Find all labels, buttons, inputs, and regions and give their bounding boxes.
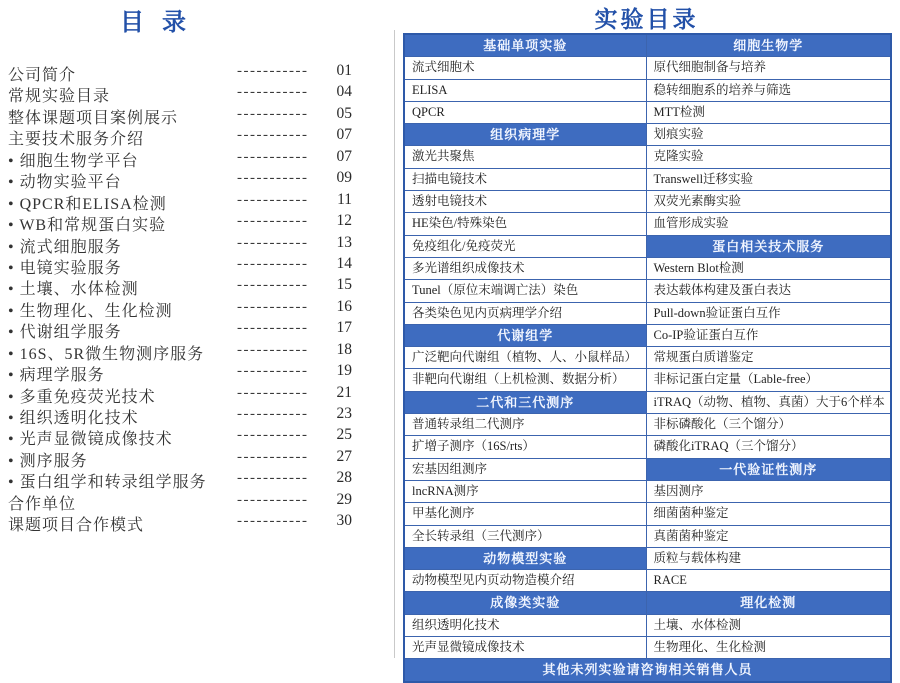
category-header-cell: 蛋白相关技术服务	[646, 235, 891, 257]
toc-item-label: • WB和常规蛋白实验	[8, 217, 167, 235]
toc-item	[0, 83, 395, 104]
experiment-cell: 免疫组化/免疫荧光	[404, 235, 646, 257]
toc-page-number: 18	[336, 340, 352, 358]
experiment-cell: 扫描电镜技术	[404, 168, 646, 190]
toc-item	[0, 255, 395, 276]
toc-page-number: 07	[336, 126, 352, 144]
experiment-cell: 原代细胞制备与培养	[646, 57, 891, 79]
toc-page-number: 21	[336, 383, 352, 401]
table-row	[404, 235, 891, 257]
table-row	[404, 191, 891, 213]
toc-item-label: • 多重免疫荧光技术	[8, 388, 156, 406]
experiment-cell: Transwell迁移实验	[646, 168, 891, 190]
table-row	[404, 257, 891, 279]
toc-page-number: 30	[336, 512, 352, 530]
toc-dash-leader: -----------	[237, 105, 309, 122]
toc-item-label: 合作单位	[8, 495, 77, 513]
table-row	[404, 347, 891, 369]
experiment-cell: 流式细胞术	[404, 57, 646, 79]
experiment-directory-title: 实验目录	[594, 7, 699, 32]
experiment-cell: 组织透明化技术	[404, 614, 646, 636]
table-row	[404, 302, 891, 324]
experiment-cell: QPCR	[404, 101, 646, 123]
toc-page-number: 25	[336, 426, 352, 444]
toc-dash-leader: -----------	[237, 491, 309, 508]
experiment-cell: 各类染色见内页病理学介绍	[404, 302, 646, 324]
toc-item-label: • 生物理化、生化检测	[8, 302, 173, 320]
category-header-cell: 二代和三代测序	[404, 391, 646, 413]
experiment-cell: RACE	[646, 570, 891, 592]
experiment-cell: 生物理化、生化检测	[646, 637, 891, 659]
experiment-cell: 宏基因组测序	[404, 458, 646, 480]
toc-item-label: • 电镜实验服务	[8, 259, 122, 277]
toc-item	[0, 212, 395, 233]
toc-title: 目 录	[120, 10, 192, 36]
toc-item	[0, 62, 395, 83]
table-row	[404, 280, 891, 302]
experiment-cell: 克隆实验	[646, 146, 891, 168]
toc-item	[0, 491, 395, 512]
experiment-cell: 激光共聚焦	[404, 146, 646, 168]
category-header-cell: 成像类实验	[404, 592, 646, 614]
toc-dash-leader: -----------	[237, 384, 309, 401]
toc-item-label: 整体课题项目案例展示	[8, 109, 179, 127]
toc-item-label: • 动物实验平台	[8, 174, 122, 192]
toc-item-label: 常规实验目录	[8, 88, 111, 106]
table-row	[404, 124, 891, 146]
table-row	[404, 547, 891, 569]
table-row	[404, 480, 891, 502]
toc-dash-leader: -----------	[237, 255, 309, 272]
toc-item-label: • 组织透明化技术	[8, 410, 139, 427]
toc-item	[0, 234, 395, 255]
category-header-cell: 代谢组学	[404, 324, 646, 346]
experiment-cell: 透射电镜技术	[404, 191, 646, 213]
toc-page-number: 12	[336, 212, 352, 230]
experiment-cell: 非标磷酸化（三个馏分）	[646, 414, 891, 436]
toc-dash-leader: -----------	[237, 341, 309, 358]
experiment-cell: 磷酸化iTRAQ（三个馏分）	[646, 436, 891, 458]
experiment-cell: 普通转录组二代测序	[404, 414, 646, 436]
toc-dash-leader: -----------	[237, 234, 309, 251]
toc-item-label: • 病理学服务	[8, 367, 105, 385]
table-row	[404, 637, 891, 659]
toc-dash-leader: -----------	[237, 513, 309, 530]
toc-item	[0, 105, 395, 126]
toc-item	[0, 148, 395, 169]
toc-item	[0, 405, 395, 426]
toc-page-number: 07	[336, 147, 352, 165]
experiment-cell: Pull-down验证蛋白互作	[646, 302, 891, 324]
experiment-cell: lncRNA测序	[404, 480, 646, 502]
toc-item	[0, 448, 395, 469]
table-row	[404, 436, 891, 458]
experiment-cell: 扩增子测序（16S/rts）	[404, 436, 646, 458]
toc-page-number: 19	[336, 362, 352, 380]
experiment-cell: Tunel（原位末端调亡法）染色	[404, 280, 646, 302]
table-row	[404, 57, 891, 79]
toc-dash-leader: -----------	[237, 170, 309, 187]
table-row	[404, 213, 891, 235]
experiment-cell: MTT检测	[646, 101, 891, 123]
experiment-cell: 质粒与载体构建	[646, 547, 891, 569]
toc-dash-leader: -----------	[237, 213, 309, 230]
toc-item-label: • 测序服务	[8, 452, 88, 470]
toc-list	[0, 62, 395, 534]
experiment-cell: 动物模型见内页动物造模介绍	[404, 570, 646, 592]
table-row	[404, 168, 891, 190]
category-header-cell: 一代验证性测序	[646, 458, 891, 480]
table-row	[404, 414, 891, 436]
category-header-cell: 基础单项实验	[404, 34, 646, 57]
toc-dash-leader: -----------	[237, 448, 309, 465]
experiment-cell: 常规蛋白质谱鉴定	[646, 347, 891, 369]
toc-item	[0, 512, 395, 533]
toc-item	[0, 384, 395, 405]
toc-page-number: 29	[336, 490, 352, 508]
experiment-cell: HE染色/特殊染色	[404, 213, 646, 235]
toc-item	[0, 191, 395, 212]
toc-page-number: 23	[336, 405, 352, 422]
toc-page-number: 04	[336, 83, 352, 101]
category-header-cell: 组织病理学	[404, 124, 646, 146]
toc-page-number: 17	[336, 319, 352, 337]
category-header-cell: 动物模型实验	[404, 547, 646, 569]
table-row	[404, 614, 891, 636]
toc-item-label: • 代谢组学服务	[8, 324, 122, 342]
toc-item-label: • 细胞生物学平台	[8, 152, 139, 170]
experiment-cell: 稳转细胞系的培养与筛选	[646, 79, 891, 101]
toc-item-label: 公司简介	[8, 67, 77, 84]
table-row	[404, 503, 891, 525]
toc-page-number: 13	[336, 233, 352, 251]
experiment-cell: 土壤、水体检测	[646, 614, 891, 636]
toc-item-label: • 光声显微镜成像技术	[8, 431, 173, 449]
experiment-cell: 双荧光素酶实验	[646, 191, 891, 213]
toc-page-number: 01	[336, 62, 352, 79]
toc-dash-leader: -----------	[237, 363, 309, 380]
experiment-cell: 甲基化测序	[404, 503, 646, 525]
toc-item	[0, 426, 395, 447]
experiment-cell: 血管形成实验	[646, 213, 891, 235]
toc-dash-leader: -----------	[237, 63, 309, 79]
toc-item-label: • 流式细胞服务	[8, 238, 122, 256]
table-row	[404, 525, 891, 547]
experiment-cell: 细菌菌种鉴定	[646, 503, 891, 525]
toc-item	[0, 319, 395, 340]
toc-dash-leader: -----------	[237, 320, 309, 337]
experiment-cell: 真菌菌种鉴定	[646, 525, 891, 547]
category-header-cell: 其他未列实验请咨询相关销售人员	[404, 659, 891, 682]
toc-dash-leader: -----------	[237, 84, 309, 101]
toc-item-label: • QPCR和ELISA检测	[8, 195, 167, 213]
table-row	[404, 146, 891, 168]
table-row	[404, 458, 891, 480]
experiment-cell: 全长转录组（三代测序）	[404, 525, 646, 547]
toc-item-label: • 土壤、水体检测	[8, 281, 139, 299]
experiment-cell: Western Blot检测	[646, 257, 891, 279]
experiment-cell: 广泛靶向代谢组（植物、人、小鼠样品）	[404, 347, 646, 369]
toc-item	[0, 276, 395, 297]
table-row	[404, 369, 891, 391]
toc-item-label: • 蛋白组学和转录组学服务	[8, 474, 207, 492]
experiment-cell: 表达载体构建及蛋白表达	[646, 280, 891, 302]
experiment-cell: iTRAQ（动物、植物、真菌）大于6个样本	[646, 391, 891, 413]
experiment-cell: 多光谱组织成像技术	[404, 257, 646, 279]
toc-page-number: 15	[336, 276, 352, 294]
table-row	[404, 79, 891, 101]
toc-item-label: • 16S、5R微生物测序服务	[8, 345, 205, 363]
experiment-cell: 基因测序	[646, 480, 891, 502]
toc-page-number: 16	[336, 297, 352, 315]
toc-page-number: 09	[336, 169, 352, 187]
toc-item	[0, 298, 395, 319]
experiment-cell: 非标记蛋白定量（Lable-free）	[646, 369, 891, 391]
toc-page-number: 14	[336, 254, 352, 272]
toc-item-label: 课题项目合作模式	[8, 517, 145, 535]
toc-page-number: 11	[337, 190, 352, 208]
toc-item	[0, 469, 395, 490]
table-row	[404, 324, 891, 346]
table-row	[404, 570, 891, 592]
toc-dash-leader: -----------	[237, 427, 309, 444]
table-row	[404, 34, 891, 57]
table-row	[404, 659, 891, 682]
toc-item	[0, 341, 395, 362]
experiment-cell: Co-IP验证蛋白互作	[646, 324, 891, 346]
experiment-cell: ELISA	[404, 79, 646, 101]
toc-item	[0, 169, 395, 190]
toc-page-number: 05	[336, 104, 352, 122]
toc-dash-leader: -----------	[237, 277, 309, 294]
toc-item	[0, 126, 395, 147]
category-header-cell: 理化检测	[646, 592, 891, 614]
page-divider	[394, 30, 395, 658]
toc-item	[0, 362, 395, 383]
toc-page-number: 27	[336, 447, 352, 465]
experiment-table	[403, 33, 892, 683]
toc-dash-leader: -----------	[237, 298, 309, 315]
toc-item-label: 主要技术服务介绍	[8, 131, 145, 149]
table-row	[404, 101, 891, 123]
toc-page-number: 28	[336, 469, 352, 487]
toc-dash-leader: -----------	[237, 406, 309, 422]
toc-dash-leader: -----------	[237, 148, 309, 165]
toc-dash-leader: -----------	[237, 470, 309, 487]
toc-dash-leader: -----------	[237, 127, 309, 144]
experiment-cell: 非靶向代谢组（上机检测、数据分析）	[404, 369, 646, 391]
table-row	[404, 391, 891, 413]
table-row	[404, 592, 891, 614]
experiment-cell: 划痕实验	[646, 124, 891, 146]
category-header-cell: 细胞生物学	[646, 34, 891, 57]
experiment-cell: 光声显微镜成像技术	[404, 637, 646, 659]
toc-dash-leader: -----------	[237, 191, 309, 208]
